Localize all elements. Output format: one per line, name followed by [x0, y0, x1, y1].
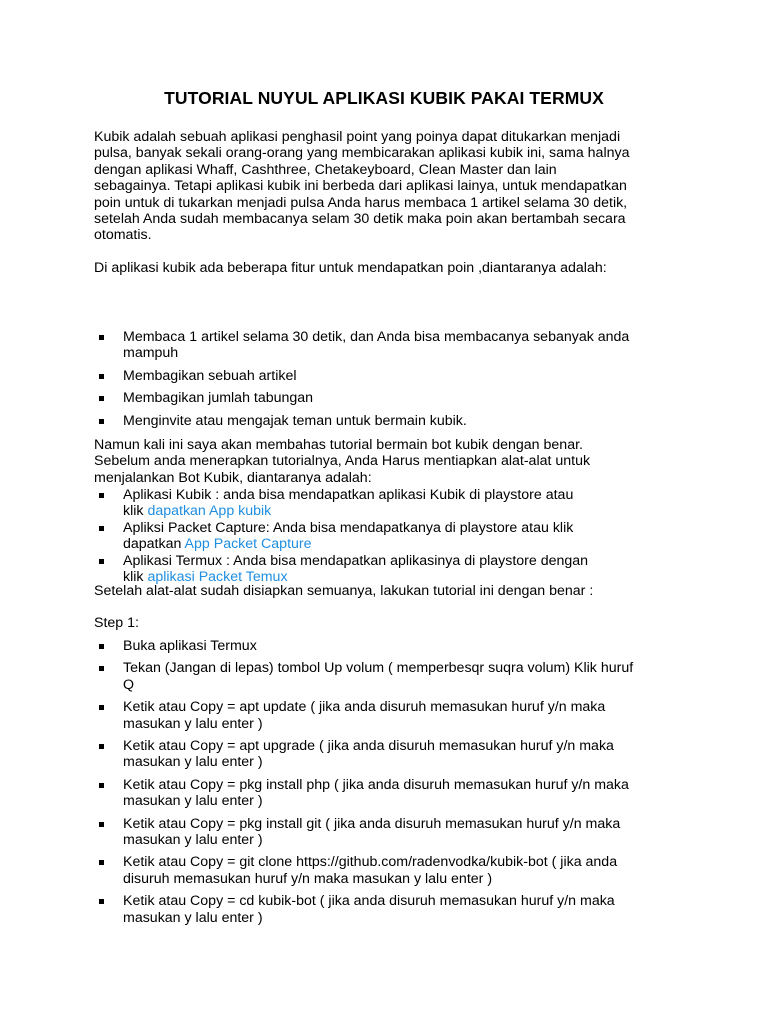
intro-line: otomatis.: [94, 227, 152, 244]
list-item: Menginvite atau mengajak teman untuk bermain kubik.: [94, 413, 629, 429]
kubik-app-link[interactable]: dapatkan App kubik: [147, 503, 272, 520]
bullet-icon: [99, 396, 104, 401]
document-title: TUTORIAL NUYUL APLIKASI KUBIK PAKAI TERMUX: [164, 88, 604, 108]
bullet-icon: [99, 666, 104, 671]
bullet-icon: [99, 822, 104, 827]
list-item: Ketik atau Copy = apt upgrade ( jika anda disuruh memasukan huruf y/n maka masukan y lalu enter ): [94, 738, 633, 771]
features-list: [94, 329, 629, 429]
packet-capture-link[interactable]: App Packet Capture: [184, 536, 312, 553]
list-item: Ketik atau Copy = git clone https://github.com/radenvodka/kubik-bot ( jika anda disuruh memasukan huruf y/n maka masukan y lalu enter ): [94, 854, 633, 887]
prep-paragraph: [94, 437, 590, 486]
bullet-icon: [99, 526, 104, 531]
bullet-icon: [99, 493, 104, 498]
bullet-icon: [99, 705, 104, 710]
bullet-icon: [99, 644, 104, 649]
list-item: Buka aplikasi Termux: [94, 638, 633, 654]
features-intro: Di aplikasi kubik ada beberapa fitur untuk mendapatkan poin ,diantaranya adalah:: [94, 260, 607, 276]
list-item: Aplikasi Termux : Anda bisa mendapatkan aplikasinya di playstore dengan klik aplikasi Packet Temux: [94, 553, 588, 586]
bullet-icon: [99, 419, 104, 424]
list-item: Apliksi Packet Capture: Anda bisa mendapatkanya di playstore atau klik dapatkan App Packet Capture: [94, 520, 588, 553]
bullet-icon: [99, 899, 104, 904]
after-tools-paragraph: [94, 583, 593, 599]
list-item: Membaca 1 artikel selama 30 detik, dan Anda bisa membacanya sebanyak anda mampuh: [94, 329, 629, 362]
intro-line: dengan aplikasi Whaff, Cashthree, Chetakeyboard, Clean Master dan lain: [94, 161, 557, 178]
step-label: Step 1:: [94, 615, 139, 631]
features-intro-paragraph: [94, 260, 607, 276]
list-item: Aplikasi Kubik : anda bisa mendapatkan aplikasi Kubik di playstore atau klik dapatkan App kubik: [94, 487, 588, 520]
list-item: Ketik atau Copy = cd kubik-bot ( jika anda disuruh memasukan huruf y/n maka masukan y lalu enter ): [94, 893, 633, 926]
intro-line: poin untuk di tukarkan menjadi pulsa Anda harus membaca 1 artikel selama 30 detik,: [94, 194, 628, 211]
list-item: Membagikan jumlah tabungan: [94, 390, 629, 406]
after-tools-text: Setelah alat-alat sudah disiapkan semuanya, lakukan tutorial ini dengan benar :: [94, 583, 594, 599]
intro-line: Kubik adalah sebuah aplikasi penghasil point yang poinya dapat ditukarkan menjadi: [94, 129, 621, 145]
intro-line: setelah Anda sudah membacanya selam 30 detik maka poin akan bertambah secara: [94, 211, 626, 228]
step-label-paragraph: [94, 615, 139, 631]
bullet-icon: [99, 783, 104, 788]
list-item: Tekan (Jangan di lepas) tombol Up volum ( memperbesqr suqra volum) Klik huruf Q: [94, 660, 633, 693]
list-item: Ketik atau Copy = apt update ( jika anda disuruh memasukan huruf y/n maka masukan y lalu enter ): [94, 699, 633, 732]
prep-line: menjalankan Bot Kubik, diantaranya adalah:: [94, 469, 372, 486]
list-item: Ketik atau Copy = pkg install php ( jika anda disuruh memasukan huruf y/n maka masukan y lalu enter ): [94, 777, 633, 810]
bullet-icon: [99, 559, 104, 564]
intro-line: sebagainya. Tetapi aplikasi kubik ini berbeda dari aplikasi lainya, untuk mendapatkan: [94, 178, 627, 195]
prep-line: Namun kali ini saya akan membahas tutorial bermain bot kubik dengan benar.: [94, 437, 583, 453]
bullet-icon: [99, 374, 104, 379]
bullet-icon: [99, 335, 104, 340]
steps-list: [94, 638, 633, 926]
bullet-icon: [99, 860, 104, 865]
intro-line: pulsa, banyak sekali orang-orang yang membicarakan aplikasi kubik ini, sama halnya: [94, 145, 630, 162]
list-item: Membagikan sebuah artikel: [94, 368, 629, 384]
intro-paragraph: [94, 129, 629, 244]
list-item: Ketik atau Copy = pkg install git ( jika anda disuruh memasukan huruf y/n maka masukan y lalu enter ): [94, 816, 633, 849]
bullet-icon: [99, 744, 104, 749]
prep-line: Sebelum anda menerapkan tutorialnya, Anda Harus mentiapkan alat-alat untuk: [94, 453, 591, 470]
termux-app-link[interactable]: aplikasi Packet Temux: [147, 569, 288, 586]
tools-list: [94, 487, 588, 585]
